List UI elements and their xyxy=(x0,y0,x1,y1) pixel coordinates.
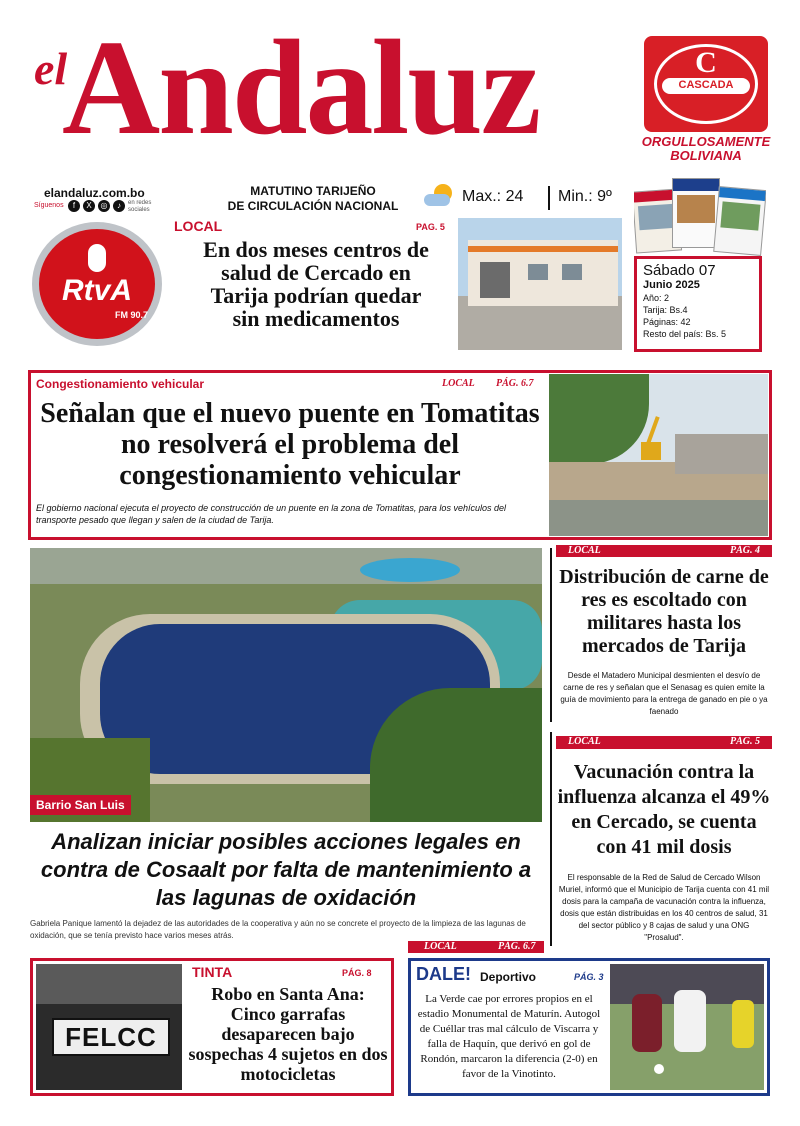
edition-price-rest: Resto del país: Bs. 5 xyxy=(643,329,727,339)
meat-section: LOCAL xyxy=(568,545,601,556)
cascada-brand: CASCADA xyxy=(678,79,734,91)
meat-headline[interactable]: Distribución de carne de res es escoltado con militares hasta los mercados de Tarija xyxy=(559,566,769,657)
right-column-rule xyxy=(550,548,552,722)
radio-brand: RtvA xyxy=(61,274,132,307)
health-headline[interactable]: En dos meses centros de salud de Cercado en Tarija podrían quedar sin medicamentos xyxy=(203,237,429,331)
vaccine-summary: El responsable de la Red de Salud de Cercado Wilson Muriel, informó que el Municipio de Tarija cuenta con 41 mil dosis para la campaña de vacunación contra la influenza, dosis que están distribuidas en los 40 centros de salud, 31 del sector público y 8 cajas de salud y una ONG "Prosalud". xyxy=(558,873,770,942)
social-label: en redes sociales xyxy=(128,200,152,213)
meat-summary: Desde el Matadero Municipal desmienten el desvío de carne de res y señalan que el Senasag es quien emite la guía de movimiento para la entrega de ganado en pie o ya faenado xyxy=(560,671,768,716)
tiktok-icon[interactable]: ♪ xyxy=(113,200,125,212)
health-page: PAG. 5 xyxy=(416,222,445,232)
radio-frequency: FM 90.7 xyxy=(114,310,148,320)
meat-page: PÁG. 4 xyxy=(730,545,760,556)
website-link[interactable]: elandaluz.com.bo xyxy=(44,186,145,200)
robbery-page: PÁG. 8 xyxy=(342,968,372,978)
health-section: LOCAL xyxy=(174,218,223,234)
tagline-2: DE CIRCULACIÓN NACIONAL xyxy=(227,199,399,213)
bridge-page: PÁG. 6.7 xyxy=(496,378,534,389)
logo-prefix: el xyxy=(34,43,68,94)
vaccine-section: LOCAL xyxy=(568,736,601,747)
sun-cloud-icon xyxy=(424,184,456,210)
bridge-section: LOCAL xyxy=(442,378,475,389)
edition-box xyxy=(634,256,762,352)
follow-label: Síguenos xyxy=(34,202,64,209)
facebook-icon[interactable]: f xyxy=(68,200,80,212)
lagoon-page: PÁG. 6.7 xyxy=(498,941,536,952)
microphone-icon xyxy=(88,244,106,272)
newspaper-covers-image xyxy=(634,174,766,256)
right-column-rule-2 xyxy=(550,732,552,946)
lagoon-section: LOCAL xyxy=(424,941,457,952)
lagoon-headline[interactable]: Analizan iniciar posibles acciones legales en contra de Cosaalt por falta de mantenimiento a las lagunas de oxidación xyxy=(40,829,532,910)
edition-year: Año: 2 xyxy=(643,293,670,303)
sponsor-slogan-2: BOLIVIANA xyxy=(670,148,742,163)
lagoon-summary: Gabriela Panique lamentó la dejadez de las autoridades de la cooperativa y aún no se concrete el proyecto de la limpieza de las lagunas de oxidación, que se tenía previsto hace varios meses atrás. xyxy=(30,919,526,940)
soccer-photo xyxy=(610,964,764,1090)
radio-logo xyxy=(32,222,162,346)
weather-max xyxy=(462,188,523,206)
bottom-section-bar xyxy=(408,941,544,953)
weather-divider xyxy=(548,186,550,210)
instagram-icon[interactable]: ◎ xyxy=(98,200,110,212)
x-icon[interactable]: X xyxy=(83,200,95,212)
edition-pages: Páginas: 42 xyxy=(643,317,691,327)
health-center-photo xyxy=(458,218,622,350)
bridge-kicker: Congestionamiento vehicular xyxy=(36,377,205,391)
robbery-headline[interactable]: Robo en Santa Ana: Cinco garrafas desaparecen bajo sospechas 4 sujetos en dos motocicletas xyxy=(188,984,388,1084)
min-label: Min.: xyxy=(558,188,593,205)
lagoon-photo-label: Barrio San Luis xyxy=(30,795,131,815)
meat-section-bar xyxy=(556,545,772,557)
vaccine-page: PÁG. 5 xyxy=(730,736,760,747)
vaccine-section-bar xyxy=(556,736,772,749)
sports-brand: DALE! xyxy=(416,964,471,984)
cascada-logo: CASCADA C xyxy=(644,36,768,132)
max-label: Max.: xyxy=(462,188,502,205)
max-value: 24 xyxy=(505,188,524,205)
newspaper-logo: Andaluz xyxy=(62,13,540,163)
weather-min xyxy=(558,188,612,206)
bridge-construction-photo xyxy=(549,374,768,536)
sports-section: Deportivo xyxy=(480,970,537,984)
edition-month: Junio 2025 xyxy=(643,279,700,291)
edition-price-tarija: Tarija: Bs.4 xyxy=(643,305,688,315)
bridge-headline[interactable]: Señalan que el nuevo puente en Tomatitas no resolverá el problema del congestionamiento vehicular xyxy=(40,398,540,491)
felcc-text: FELCC xyxy=(65,1022,157,1052)
min-value: 9º xyxy=(597,188,612,205)
sponsor-slogan-1: ORGULLOSAMENTE xyxy=(641,134,771,149)
sports-page: PÁG. 3 xyxy=(574,972,604,982)
edition-day: Sábado 07 xyxy=(643,262,716,279)
bridge-summary: El gobierno nacional ejecuta el proyecto de construcción de un puente en la zona de Tomatitas, para los vehículos del transporte pesado que llegan y salen de la ciudad de Tarija. xyxy=(36,503,506,525)
lagoon-aerial-photo xyxy=(30,548,542,822)
vaccine-headline[interactable]: Vacunación contra la influenza alcanza el 49% en Cercado, se cuenta con 41 mil dosis xyxy=(557,761,771,858)
tagline-1: MATUTINO TARIJEÑO xyxy=(250,184,376,198)
robbery-section: TINTA xyxy=(192,964,233,980)
sports-summary: La Verde cae por errores propios en el estadio Monumental de Maturín. Autogol de Cuéllar tras mal cálculo de Viscarra y falla de Haquín, que derivó en gol de Rondón, marcaron la diferencia (2-0) en favor de la Vinotinto. xyxy=(417,993,601,1080)
felcc-photo xyxy=(36,964,182,1090)
